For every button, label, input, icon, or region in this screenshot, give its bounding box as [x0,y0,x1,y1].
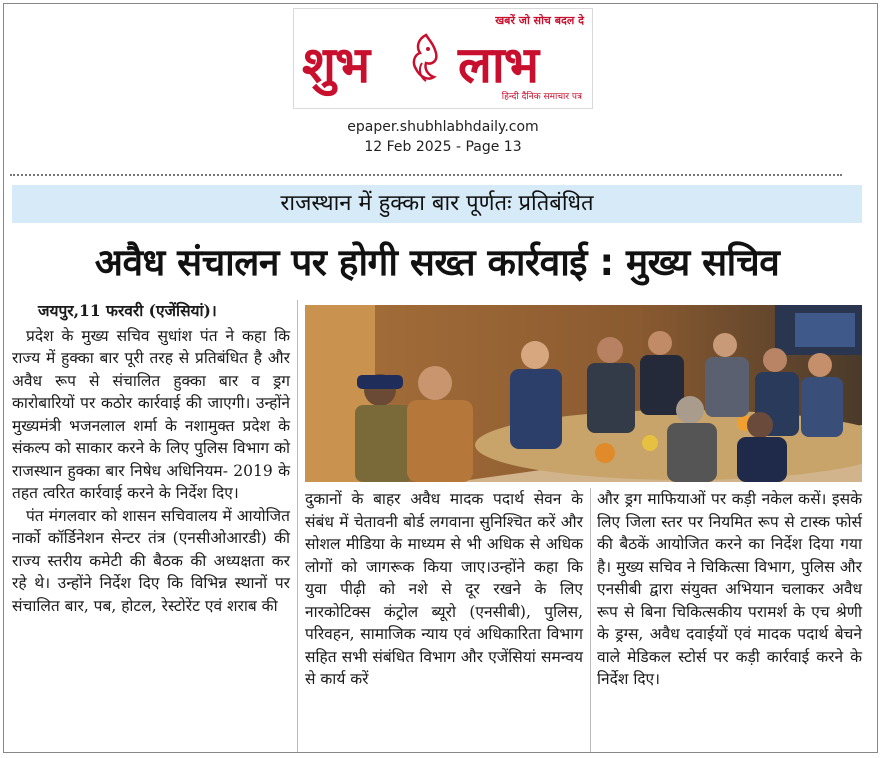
ganesha-icon [408,33,444,85]
article-kicker: राजस्थान में हुक्का बार पूर्णतः प्रतिबंधित [12,185,862,223]
article-column-3 [597,488,862,691]
logo-word-shubh: शुभ [302,36,370,94]
masthead[interactable] [293,8,593,109]
masthead-tagline: खबरें जो सोच बदल दे [495,14,584,27]
column-rule [297,300,298,752]
article-dateline: जयपुर,11 फरवरी (एजेंसियां)। [38,301,217,320]
article-paragraph: प्रदेश के मुख्य सचिव सुधांश पंत ने कहा कि राज्य में हुक्का बार पूरी तरह से प्रतिबंधित है और अवैध रूप से संचालित हुक्का बार व ड्रग कारोबारियों पर कठोर कार्रवाई की जाएगी। उन्होंने मुख्यमंत्री भजनलाल शर्मा के नशामुक्त प्रदेश के संकल्प को साकार करने के लिए पुलिस विभाग को राजस्थान हुक्का बार निषेध अधिनियम- 2019 के तहत त्वरित कार्रवाई करने के निर्देश दिए। [12,326,290,502]
meeting-photo [305,305,862,482]
column-rule [590,488,591,752]
article-column-1 [12,300,290,617]
meeting-photo-illustration [305,305,862,482]
source-date-page: 12 Feb 2025 - Page 13 [364,139,522,155]
logo-word-labh: लाभ [458,36,538,94]
masthead-subline: हिन्दी दैनिक समाचार पत्र [501,92,582,102]
dotted-divider [10,174,842,176]
source-url[interactable]: epaper.shubhlabhdaily.com [347,119,539,135]
article-paragraph: पंत मंगलवार को शासन सचिवालय में आयोजित नार्को कॉर्डिनेशन सेन्टर तंत्र (एनसीओआरडी) की राज्य स्तरीय कमेटी की बैठक की अध्यक्षता कर रहे थे। उन्होंने निर्देश दिए कि विभिन्न स्थानों पर संचालित बार, पब, होटल, रेस्टोरेंट एवं शराब की [12,506,290,615]
article-column-2 [305,488,583,691]
article-paragraph: दुकानों के बाहर अवैध मादक पदार्थ सेवन के संबंध में चेतावनी बोर्ड लगवाना सुनिश्चित करें और सोशल मीडिया के माध्यम से भी अधिक से अधिक लोगों को जागरूक किया जाए।उन्होंने कहा कि युवा पीढ़ी को नशे से दूर रखने के लिए नारकोटिक्स कंट्रोल ब्यूरो (एनसीबी), पुलिस, परिवहन, सामाजिक न्याय एवं अधिकारिता विभाग सहित सभी संबंधित विभाग और एजेंसियां समन्वय से कार्य करें [305,490,583,688]
article-paragraph: और ड्रग माफियाओं पर कड़ी नकेल कसें। इसके लिए जिला स्तर पर नियमित रूप से टास्क फोर्स की बैठकें आयोजित करने का निर्देश दिया गया है। मुख्य सचिव ने चिकित्सा विभाग, पुलिस और एनसीबी द्वारा संयुक्त अभियान चलाकर अवैध रूप से बिना चिकित्सकीय परामर्श के एच श्रेणी के ड्रग्स, अवैध दवाईयों एवं मादक पदार्थ बेचने वाले मेडिकल स्टोर्स पर कड़ी कार्रवाई करने के निर्देश दिए। [597,490,862,688]
newspaper-logo [302,29,538,97]
article-headline: अवैध संचालन पर होगी सख्त कार्रवाई : मुख्य सचिव [94,241,780,284]
